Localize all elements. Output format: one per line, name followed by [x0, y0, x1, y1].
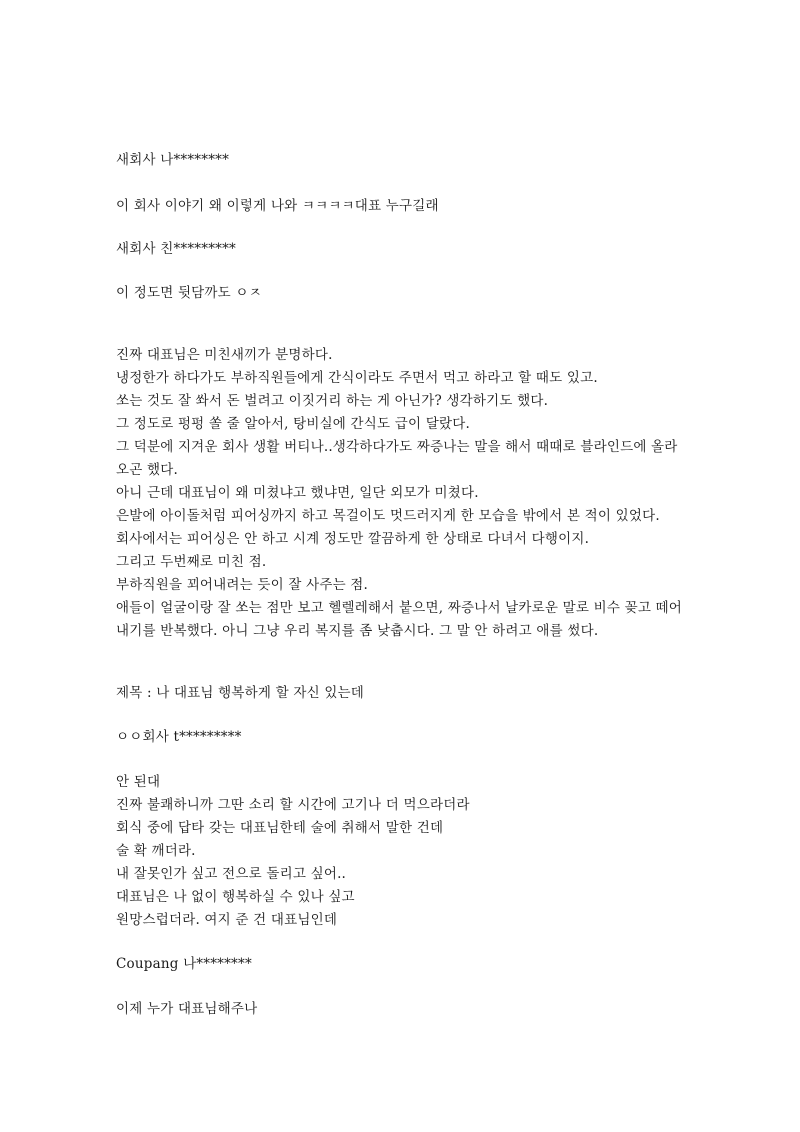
reply-author: Coupang 나********: [116, 956, 252, 972]
document-page: [116, 0, 716, 1132]
comment-author: 새회사 나********: [116, 152, 230, 168]
story-line: 애들이 얼굴이랑 잘 쏘는 점만 보고 헬렐레해서 붙으면, 짜증나서 날카로운 말로 비수 꽂고 떼어: [116, 600, 683, 616]
reply-line: 안 된대: [116, 774, 161, 790]
reply-line: 회식 중에 답타 갖는 대표님한테 술에 취해서 말한 건데: [116, 820, 444, 836]
story-line: 내기를 반복했다. 아니 그냥 우리 복지를 좀 낮춥시다. 그 말 안 하려고 애를 썼다.: [116, 623, 599, 639]
story-line: 오곤 했다.: [116, 462, 178, 478]
story-line: 아니 근데 대표님이 왜 미쳤냐고 했냐면, 일단 외모가 미쳤다.: [116, 485, 479, 501]
story-line: 쏘는 것도 잘 쏴서 돈 벌려고 이짓거리 하는 게 아닌가? 생각하기도 했다.: [116, 393, 549, 409]
comment-text: 이 회사 이야기 왜 이렇게 나와 ㅋㅋㅋㅋ대표 누구길래: [116, 198, 439, 214]
reply-text: 이제 누가 대표님해주나: [116, 1001, 258, 1017]
story-line: 그 정도로 펑펑 쏠 줄 알아서, 탕비실에 간식도 급이 달랐다.: [116, 416, 470, 432]
reply-author: ㅇㅇ회사 t*********: [116, 729, 242, 745]
story-line: 냉정한가 하다가도 부하직원들에게 간식이라도 주면서 먹고 하라고 할 때도 있고.: [116, 370, 598, 386]
story-line: 은발에 아이돌처럼 피어싱까지 하고 목걸이도 멋드러지게 한 모습을 밖에서 본 적이 있었다.: [116, 508, 660, 524]
reply-line: 내 잘못인가 싶고 전으로 돌리고 싶어..: [116, 866, 347, 882]
story-line: 부하직원을 꾀어내려는 듯이 잘 사주는 점.: [116, 577, 369, 593]
story-line: 진짜 대표님은 미친새끼가 분명하다.: [116, 347, 333, 363]
reply-line: 진짜 불쾌하니까 그딴 소리 할 시간에 고기나 더 먹으라더라: [116, 797, 470, 813]
story-line: 그 덕분에 지겨운 회사 생활 버티나..생각하다가도 짜증나는 말을 해서 때때로 블라인드에 올라: [116, 439, 678, 455]
reply-line: 원망스럽더라. 여지 준 건 대표님인데: [116, 912, 338, 928]
story-line: 그리고 두번째로 미친 점.: [116, 554, 267, 570]
reply-line: 술 확 깨더라.: [116, 843, 196, 859]
post-title: 제목 : 나 대표님 행복하게 할 자신 있는데: [116, 685, 365, 701]
story-line: 회사에서는 피어싱은 안 하고 시계 정도만 깔끔하게 한 상태로 다녀서 다행이지.: [116, 531, 590, 547]
comment-author: 새회사 친*********: [116, 241, 237, 257]
comment-text: 이 정도면 뒷담까도 ㅇㅈ: [116, 285, 262, 301]
reply-line: 대표님은 나 없이 행복하실 수 있나 싶고: [116, 889, 355, 905]
